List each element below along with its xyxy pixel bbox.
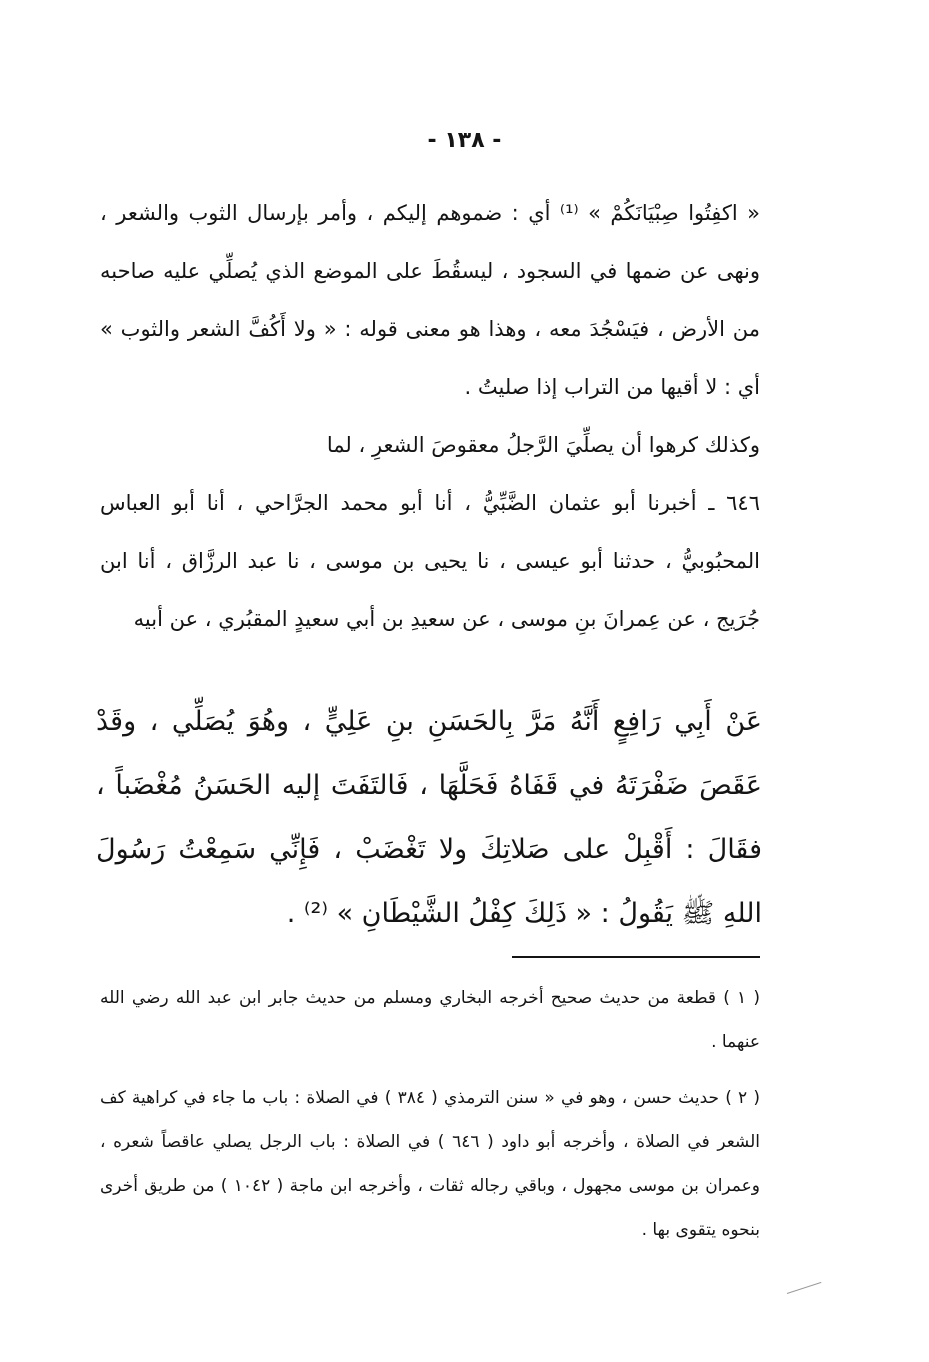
footnote-1: ( ١ ) قطعة من حديث صحيح أخرجه البخاري ومسلم من حديث جابر ابن عبد الله رضي الله عنهما . (100, 988, 760, 1052)
paragraph-commentary: « اكفِتُوا صِبْيَانَكُمْ » ⁽¹⁾ أي : ضموهم إليكم ، وأمر بإرسال الثوب والشعر ، ونهى عن ضمها في السجود ، ليسقُطَ على الموضع الذي يُصلِّي عليه صاحبه من الأرض ، فيَسْجُدَ معه ، وهذا هو معنى قوله : « ولا أَكُفَّ الشعر والثوب » أي : لا أقيها من التراب إذا صليتُ . (100, 201, 760, 399)
scan-mark (787, 1282, 822, 1294)
footnote-separator (512, 956, 760, 958)
hadith-text: عَنْ أَبِي رَافِعٍ أَنَّهُ مَرَّ بِالحَسَنِ بنِ عَلِيٍّ ، وهُوَ يُصَلِّي ، وقَدْ عَقَصَ ضَفْرَتَهُ في قَفَاهُ فَحَلَّهَا ، فَالتَفَتَ إليه الحَسَنُ مُغْضَباً ، فقَالَ : أَقْبِلْ على صَلاتِكَ ولا تَغْضَبْ ، فَإِنِّي سَمِعْتُ رَسُولَ اللهِ ﷺ يَقُولُ : « ذَلِكَ كِفْلُ الشَّيْطَانِ » ⁽²⁾ . (96, 706, 762, 929)
paragraph-transition: وكذلك كرهوا أن يصلِّيَ الرَّجلُ معقوصَ الشعرِ ، لما (326, 433, 760, 457)
footnote-2: ( ٢ ) حديث حسن ، وهو في « سنن الترمذي ( ٣٨٤ ) في الصلاة : باب ما جاء في كراهية كف الشعر في الصلاة ، وأخرجه أبو داود ( ٦٤٦ ) في الصلاة : باب الرجل يصلي عاقصاً شعره ، وعمران بن موسى مجهول ، وباقي رجاله ثقات ، وأخرجه ابن ماجة ( ١٠٤٢ ) من طريق أخرى بنحوه يتقوى بها . (100, 1088, 760, 1240)
main-text (100, 184, 760, 648)
page-number: - ١٣٨ - (427, 128, 502, 153)
paragraph-isnad: ٦٤٦ ـ أخبرنا أبو عثمان الضَّبِّيُّ ، أنا أبو محمد الجرَّاحي ، أنا أبو العباس المحبُوبيُّ ، حدثنا أبو عيسى ، نا يحيى بن موسى ، نا عبد الرزَّاق ، أنا ابن جُرَيج ، عن عِمرانَ بنِ موسى ، عن سعيدِ بن أبي سعيدٍ المقبُري ، عن أبيه (100, 491, 760, 631)
footnotes (100, 976, 760, 1264)
